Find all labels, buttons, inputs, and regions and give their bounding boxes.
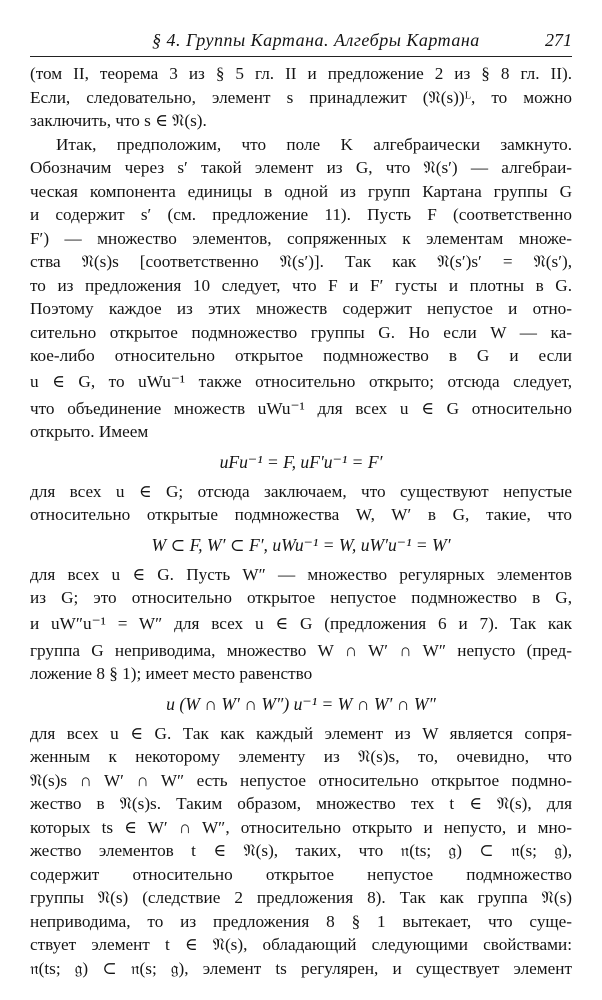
text-line: 𝔑(s)s ∩ W′ ∩ W″ есть непустое относительно открытое подмно- bbox=[30, 770, 572, 790]
running-head bbox=[30, 30, 572, 57]
text-line: сительно открытое подмножество группы G. Но если W — ка- bbox=[30, 322, 572, 342]
text-line: F′) — множество элементов, сопряженных к элементам множе- bbox=[30, 228, 572, 248]
text-line: относительно открытые подмножества W, W′ в G, такие, что bbox=[30, 505, 572, 524]
display-formula: uFu⁻¹ = F, uF′u⁻¹ = F′ bbox=[219, 451, 383, 472]
text-line: ческая компонента единицы в одной из групп Картана группы G bbox=[30, 181, 572, 201]
text-line: Если, следовательно, элемент s принадлежит (𝔑(s))ᴸ, то можно bbox=[30, 87, 572, 107]
text-line: Обозначим через s′ такой элемент из G, что 𝔑(s′) — алгебраи- bbox=[30, 158, 572, 177]
text-line: и содержит s′ (см. предложение 11). Пусть F (соответственно bbox=[30, 205, 572, 224]
text-line: что объединение множеств uWu⁻¹ для всех u ∈ G относительно bbox=[30, 398, 572, 418]
text-line: кое-либо относительно открытое подмножество в G и если bbox=[30, 346, 572, 365]
text-line: группа G неприводима, множество W ∩ W′ ∩ W″ непусто (пред- bbox=[30, 640, 572, 660]
text-line: Итак, предположим, что поле K алгебраически замкнуто. bbox=[56, 134, 572, 154]
text-line: и uW″u⁻¹ = W″ для всех u ∈ G (предложения 6 и 7). Так как bbox=[30, 613, 572, 633]
text-line: неприводима, то из предложения 8 § 1 вытекает, что суще- bbox=[30, 911, 572, 931]
text-line: для всех u ∈ G. Пусть W″ — множество регулярных элементов bbox=[30, 564, 572, 584]
page-body bbox=[30, 62, 572, 980]
running-head-title: § 4. Группы Картана. Алгебры Картана bbox=[152, 30, 480, 50]
display-formula: u (W ∩ W′ ∩ W″) u⁻¹ = W ∩ W′ ∩ W″ bbox=[166, 693, 436, 714]
text-line: ства 𝔑(s)s [соответственно 𝔑(s′)]. Так как 𝔑(s′)s′ = 𝔑(s′), bbox=[30, 252, 572, 271]
text-line: из G; это относительно открытое непустое подмножество в G, bbox=[30, 588, 572, 607]
text-line: u ∈ G, то uWu⁻¹ также относительно открыто; отсюда следует, bbox=[30, 371, 572, 391]
text-line: 𝔫(ts; 𝔤) ⊂ 𝔫(s; 𝔤), элемент ts регулярен, и существует элемент bbox=[30, 958, 572, 978]
text-line: содержит относительно открытое непустое подмножество bbox=[30, 864, 572, 884]
text-line: ложение 8 § 1); имеет место равенство bbox=[30, 664, 313, 683]
text-line: (том II, теорема 3 из § 5 гл. II и предложение 2 из § 8 гл. II). bbox=[30, 64, 572, 83]
page-number: 271 bbox=[545, 30, 572, 50]
text-line: ствует элемент t ∈ 𝔑(s), обладающий следующими свойствами: bbox=[30, 935, 572, 954]
display-formula: W ⊂ F, W′ ⊂ F′, uWu⁻¹ = W, uW′u⁻¹ = W′ bbox=[151, 534, 451, 555]
text-line: которых ts ∈ W′ ∩ W″, относительно открыто и непусто, и мно- bbox=[30, 817, 572, 837]
text-line: жество в 𝔑(s)s. Таким образом, множество тех t ∈ 𝔑(s), для bbox=[30, 794, 572, 813]
text-line: женным к некоторому элементу из 𝔑(s)s, то, очевидно, что bbox=[30, 747, 572, 766]
text-line: группы 𝔑(s) (следствие 2 предложения 8). Так как группа 𝔑(s) bbox=[30, 888, 572, 907]
text-line: заключить, что s ∈ 𝔑(s). bbox=[30, 111, 207, 130]
text-line: открыто. Имеем bbox=[30, 422, 149, 441]
text-line: Поэтому каждое из этих множеств содержит непустое и отно- bbox=[30, 299, 572, 318]
text-line: для всех u ∈ G. Так как каждый элемент из W является сопря- bbox=[30, 723, 572, 743]
text-line: жество элементов t ∈ 𝔑(s), таких, что 𝔫(ts; 𝔤) ⊂ 𝔫(s; 𝔤), bbox=[30, 841, 572, 860]
text-line: то из предложения 10 следует, что F и F′ густы и плотны в G. bbox=[30, 275, 572, 295]
text-line: для всех u ∈ G; отсюда заключаем, что существуют непустые bbox=[30, 481, 572, 501]
